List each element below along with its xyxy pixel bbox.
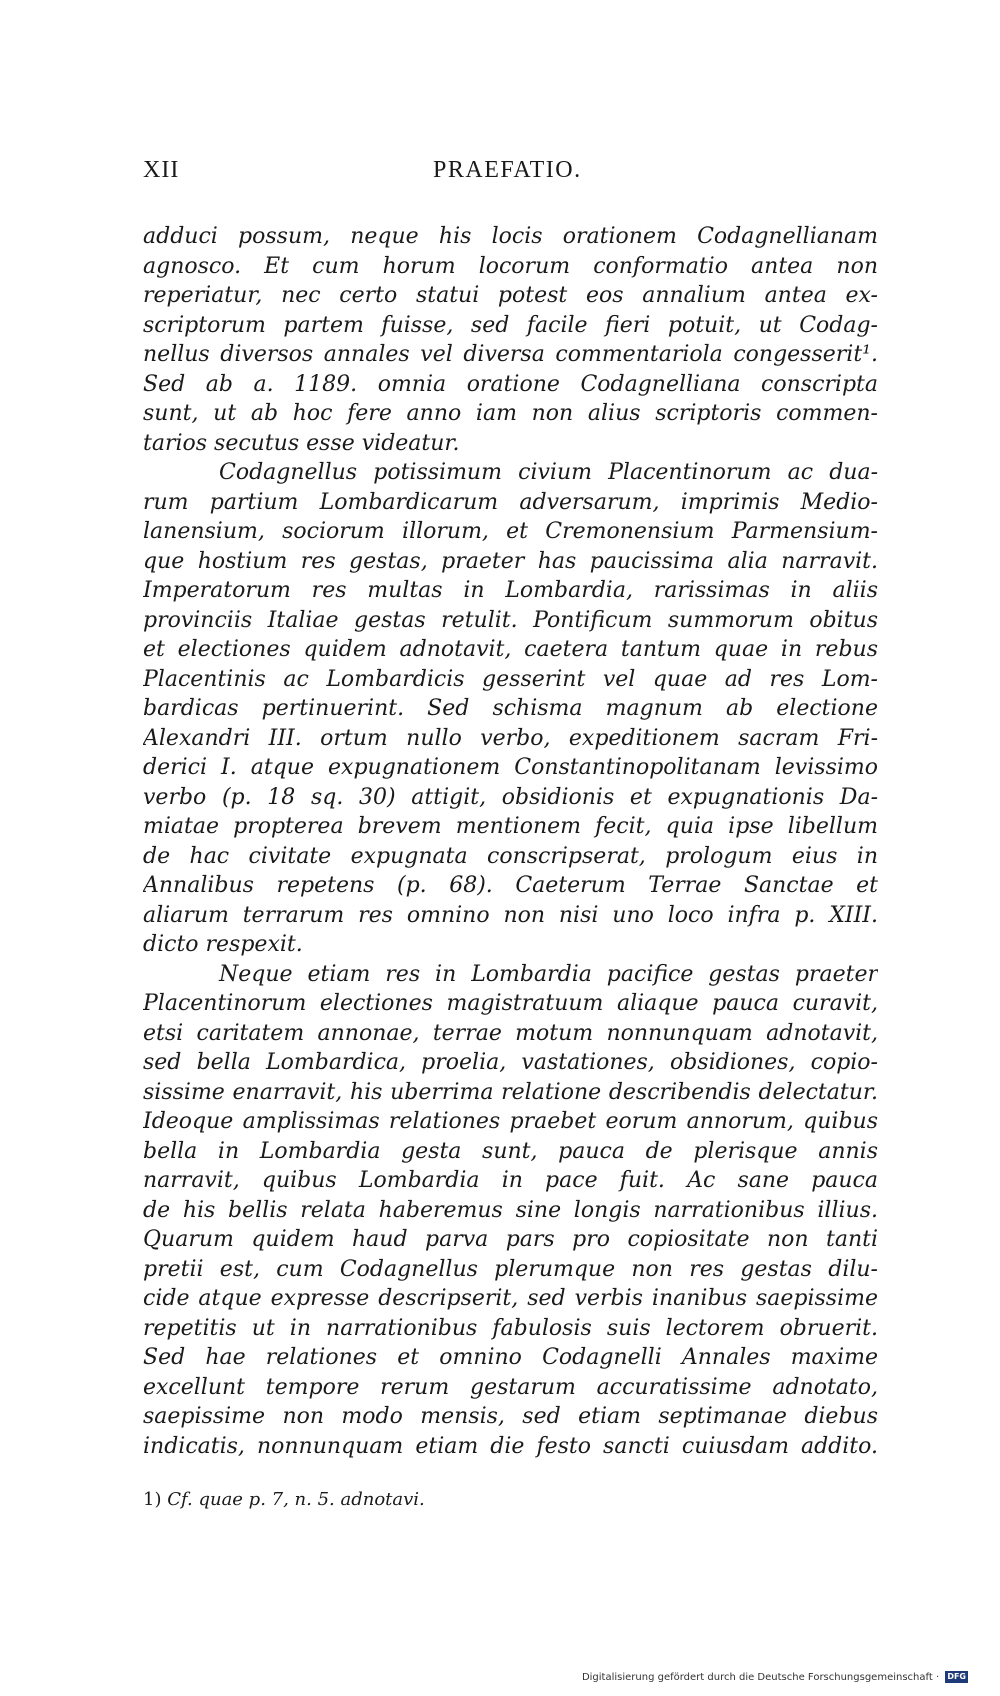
text-line: repetitis ut in narrationibus fabulosis suis lectorem obruerit. <box>143 1315 878 1341</box>
text-line: pretii est, cum Codagnellus plerumque non res gestas dilu- <box>143 1256 878 1282</box>
text-line: dicto respexit. <box>143 932 303 957</box>
text-line: Ideoque amplissimas relationes praebet eorum annorum, quibus <box>143 1109 878 1134</box>
text-line: Annalibus repetens (p. 68). Caeterum Terrae Sanctae et <box>143 873 878 898</box>
text-line: saepissime non modo mensis, sed etiam septimanae diebus <box>143 1404 878 1429</box>
footnote-text: Cf. quae p. 7, n. 5. adnotavi. <box>167 1489 425 1510</box>
digitization-credit <box>582 1671 968 1683</box>
text-line: Quarum quidem haud parva pars pro copiositate non tanti <box>143 1227 878 1252</box>
text-line: que hostium res gestas, praeter has paucissima alia narravit. <box>143 548 878 574</box>
text-line: reperiatur, nec certo statui potest eos annalium antea ex- <box>143 283 878 308</box>
text-line: bella in Lombardia gesta sunt, pauca de plerisque annis <box>143 1138 878 1164</box>
text-line: Sed hae relationes et omnino Codagnelli Annales maxime <box>143 1345 878 1370</box>
text-line: rum partium Lombardicarum adversarum, imprimis Medio- <box>143 489 878 515</box>
text-line: Sed ab a. 1189. omnia oratione Codagnelliana conscripta <box>143 371 878 397</box>
text-line: verbo (p. 18 sq. 30) attigit, obsidionis et expugnationis Da- <box>143 784 878 810</box>
text-line: Placentinorum electiones magistratuum aliaque pauca curavit, <box>143 991 878 1016</box>
text-line: excellunt tempore rerum gestarum accuratissime adnotato, <box>143 1374 878 1400</box>
body-text <box>143 222 878 1461</box>
footnote <box>143 1489 878 1510</box>
text-line: indicatis, nonnunquam etiam die festo sancti cuiusdam addito. <box>143 1433 878 1459</box>
text-line: bardicas pertinuerint. Sed schisma magnum ab electione <box>143 696 878 721</box>
text-line: etsi caritatem annonae, terrae motum nonnunquam adnotavit, <box>143 1020 878 1046</box>
text-line: sunt, ut ab hoc fere anno iam non alius scriptoris commen- <box>143 401 878 426</box>
text-line: aliarum terrarum res omnino non nisi uno loco infra p. XIII. <box>143 902 878 928</box>
text-line: cide atque expresse descripserit, sed verbis inanibus saepissime <box>143 1286 878 1311</box>
text-line: provinciis Italiae gestas retulit. Pontificum summorum obitus <box>143 607 878 633</box>
text-line: de his bellis relata haberemus sine longis narrationibus illius. <box>143 1197 878 1223</box>
text-line: Imperatorum res multas in Lombardia, rarissimas in aliis <box>143 578 878 603</box>
text-line: adduci possum, neque his locis orationem Codagnellianam <box>143 224 878 249</box>
text-line: agnosco. Et cum horum locorum conformatio antea non <box>143 253 878 279</box>
footnote-number: 1) <box>143 1489 162 1510</box>
text-line: sissime enarravit, his uberrima relatione describendis delectatur. <box>143 1079 878 1105</box>
text-line: derici I. atque expugnationem Constantinopolitanam levissimo <box>143 755 878 780</box>
dfg-logo: DFG <box>947 1672 966 1681</box>
text-line: de hac civitate expugnata conscripserat, prologum eius in <box>143 843 878 869</box>
text-line: nellus diversos annales vel diversa commentariola congesserit¹. <box>143 342 878 367</box>
page-header <box>143 157 878 187</box>
text-line: Neque etiam res in Lombardia pacifice gestas praeter <box>219 961 878 987</box>
credit-text: Digitalisierung gefördert durch die Deutsche Forschungsgemeinschaft · <box>581 1672 940 1683</box>
running-title: PRAEFATIO. <box>433 157 582 183</box>
text-line: sed bella Lombardica, proelia, vastationes, obsidiones, copio- <box>143 1050 878 1075</box>
text-line: Codagnellus potissimum civium Placentinorum ac dua- <box>219 460 878 485</box>
page-number: XII <box>143 157 180 183</box>
text-line: lanensium, sociorum illorum, et Cremonensium Parmensium- <box>143 519 878 544</box>
text-line: miatae propterea brevem mentionem fecit, quia ipse libellum <box>143 814 878 839</box>
text-line: scriptorum partem fuisse, sed facile fieri potuit, ut Codag- <box>143 312 878 338</box>
text-line: narravit, quibus Lombardia in pace fuit. Ac sane pauca <box>143 1168 878 1193</box>
text-line: et electiones quidem adnotavit, caetera tantum quae in rebus <box>143 637 878 662</box>
text-line: Alexandri III. ortum nullo verbo, expeditionem sacram Fri- <box>143 725 878 751</box>
text-line: Placentinis ac Lombardicis gesserint vel quae ad res Lom- <box>143 666 878 692</box>
text-line: tarios secutus esse videatur. <box>143 430 460 456</box>
